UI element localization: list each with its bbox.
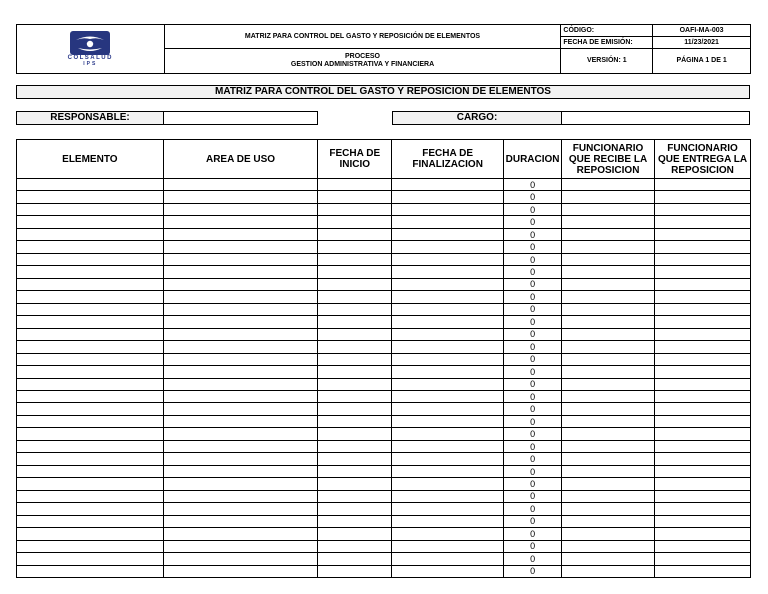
cell-fecha-finalizacion[interactable] bbox=[392, 341, 504, 353]
cell-elemento[interactable] bbox=[17, 266, 164, 278]
cell-funcionario-recibe[interactable] bbox=[562, 316, 655, 328]
cell-funcionario-recibe[interactable] bbox=[562, 478, 655, 490]
cell-elemento[interactable] bbox=[17, 478, 164, 490]
cell-fecha-inicio[interactable] bbox=[318, 553, 392, 565]
cell-funcionario-recibe[interactable] bbox=[562, 428, 655, 440]
cell-elemento[interactable] bbox=[17, 241, 164, 253]
cell-fecha-finalizacion[interactable] bbox=[392, 378, 504, 390]
cell-elemento[interactable] bbox=[17, 378, 164, 390]
cell-fecha-inicio[interactable] bbox=[318, 191, 392, 203]
table-row bbox=[17, 465, 751, 477]
cell-funcionario-entrega[interactable] bbox=[655, 266, 751, 278]
cell-fecha-inicio[interactable] bbox=[318, 390, 392, 402]
cell-area-de-uso[interactable] bbox=[163, 216, 318, 228]
table-row bbox=[17, 203, 751, 215]
cell-area-de-uso[interactable] bbox=[163, 553, 318, 565]
cell-fecha-finalizacion[interactable] bbox=[392, 203, 504, 215]
cell-fecha-finalizacion[interactable] bbox=[392, 328, 504, 340]
cell-elemento[interactable] bbox=[17, 403, 164, 415]
cell-area-de-uso[interactable] bbox=[163, 179, 318, 191]
cell-fecha-inicio[interactable] bbox=[318, 540, 392, 552]
cell-elemento[interactable] bbox=[17, 540, 164, 552]
code-label: CÓDIGO: bbox=[561, 25, 653, 37]
cell-elemento[interactable] bbox=[17, 453, 164, 465]
cell-area-de-uso[interactable] bbox=[163, 378, 318, 390]
cell-funcionario-recibe[interactable] bbox=[562, 528, 655, 540]
cell-funcionario-entrega[interactable] bbox=[655, 465, 751, 477]
cell-funcionario-entrega[interactable] bbox=[655, 216, 751, 228]
cell-fecha-finalizacion[interactable] bbox=[392, 278, 504, 290]
logo-icon bbox=[70, 31, 110, 55]
cell-duracion: 0 bbox=[504, 415, 562, 427]
table-row bbox=[17, 565, 751, 577]
cell-elemento[interactable] bbox=[17, 303, 164, 315]
cell-fecha-finalizacion[interactable] bbox=[392, 353, 504, 365]
cell-funcionario-entrega[interactable] bbox=[655, 278, 751, 290]
cell-elemento[interactable] bbox=[17, 328, 164, 340]
cell-fecha-inicio[interactable] bbox=[318, 415, 392, 427]
cell-duracion: 0 bbox=[504, 328, 562, 340]
cell-funcionario-recibe[interactable] bbox=[562, 328, 655, 340]
cell-fecha-inicio[interactable] bbox=[318, 253, 392, 265]
cell-fecha-finalizacion[interactable] bbox=[392, 440, 504, 452]
cell-funcionario-recibe[interactable] bbox=[562, 341, 655, 353]
cell-fecha-inicio[interactable] bbox=[318, 341, 392, 353]
cell-funcionario-recibe[interactable] bbox=[562, 403, 655, 415]
cell-duracion: 0 bbox=[504, 316, 562, 328]
date-label: FECHA DE EMISIÓN: bbox=[561, 37, 653, 49]
cell-funcionario-entrega[interactable] bbox=[655, 478, 751, 490]
cell-elemento[interactable] bbox=[17, 341, 164, 353]
cell-elemento[interactable] bbox=[17, 390, 164, 402]
cell-elemento[interactable] bbox=[17, 440, 164, 452]
cell-funcionario-entrega[interactable] bbox=[655, 403, 751, 415]
cell-fecha-inicio[interactable] bbox=[318, 179, 392, 191]
cell-fecha-inicio[interactable] bbox=[318, 216, 392, 228]
cell-area-de-uso[interactable] bbox=[163, 303, 318, 315]
table-row bbox=[17, 553, 751, 565]
cell-funcionario-recibe[interactable] bbox=[562, 291, 655, 303]
cell-funcionario-entrega[interactable] bbox=[655, 565, 751, 577]
cell-duracion: 0 bbox=[504, 403, 562, 415]
date-value: 11/23/2021 bbox=[653, 37, 751, 49]
column-header-area-de-uso: AREA DE USO bbox=[163, 140, 318, 179]
document-title: MATRIZ PARA CONTROL DEL GASTO Y REPOSICIÓN DE ELEMENTOS bbox=[164, 25, 561, 49]
cell-funcionario-recibe[interactable] bbox=[562, 490, 655, 502]
cell-area-de-uso[interactable] bbox=[163, 440, 318, 452]
cell-fecha-finalizacion[interactable] bbox=[392, 403, 504, 415]
cell-funcionario-recibe[interactable] bbox=[562, 216, 655, 228]
table-row bbox=[17, 353, 751, 365]
cell-funcionario-entrega[interactable] bbox=[655, 553, 751, 565]
document-header bbox=[16, 24, 751, 74]
cell-funcionario-entrega[interactable] bbox=[655, 203, 751, 215]
cell-elemento[interactable] bbox=[17, 515, 164, 527]
cell-funcionario-entrega[interactable] bbox=[655, 390, 751, 402]
cell-funcionario-entrega[interactable] bbox=[655, 191, 751, 203]
cell-funcionario-entrega[interactable] bbox=[655, 328, 751, 340]
process-cell bbox=[164, 49, 561, 74]
cell-funcionario-recibe[interactable] bbox=[562, 465, 655, 477]
table-row bbox=[17, 216, 751, 228]
cell-fecha-finalizacion[interactable] bbox=[392, 515, 504, 527]
table-row bbox=[17, 490, 751, 502]
cell-area-de-uso[interactable] bbox=[163, 253, 318, 265]
cell-elemento[interactable] bbox=[17, 216, 164, 228]
table-row bbox=[17, 278, 751, 290]
table-row bbox=[17, 253, 751, 265]
cell-fecha-finalizacion[interactable] bbox=[392, 191, 504, 203]
cell-duracion: 0 bbox=[504, 216, 562, 228]
cell-funcionario-recibe[interactable] bbox=[562, 503, 655, 515]
cell-area-de-uso[interactable] bbox=[163, 503, 318, 515]
cell-area-de-uso[interactable] bbox=[163, 415, 318, 427]
cell-area-de-uso[interactable] bbox=[163, 490, 318, 502]
cell-duracion: 0 bbox=[504, 490, 562, 502]
table-row bbox=[17, 241, 751, 253]
table-row bbox=[17, 266, 751, 278]
cell-funcionario-recibe[interactable] bbox=[562, 415, 655, 427]
cell-elemento[interactable] bbox=[17, 316, 164, 328]
cell-funcionario-recibe[interactable] bbox=[562, 553, 655, 565]
table-row bbox=[17, 191, 751, 203]
cell-area-de-uso[interactable] bbox=[163, 341, 318, 353]
cell-area-de-uso[interactable] bbox=[163, 515, 318, 527]
cell-area-de-uso[interactable] bbox=[163, 291, 318, 303]
cell-fecha-inicio[interactable] bbox=[318, 316, 392, 328]
cell-area-de-uso[interactable] bbox=[163, 565, 318, 577]
cell-duracion: 0 bbox=[504, 341, 562, 353]
cell-funcionario-recibe[interactable] bbox=[562, 253, 655, 265]
cell-funcionario-entrega[interactable] bbox=[655, 228, 751, 240]
cell-funcionario-recibe[interactable] bbox=[562, 366, 655, 378]
cell-fecha-inicio[interactable] bbox=[318, 403, 392, 415]
cell-funcionario-entrega[interactable] bbox=[655, 366, 751, 378]
cell-fecha-inicio[interactable] bbox=[318, 478, 392, 490]
cell-duracion: 0 bbox=[504, 465, 562, 477]
table-row bbox=[17, 478, 751, 490]
cell-funcionario-entrega[interactable] bbox=[655, 303, 751, 315]
cell-funcionario-recibe[interactable] bbox=[562, 453, 655, 465]
cell-funcionario-recibe[interactable] bbox=[562, 515, 655, 527]
responsable-label: RESPONSABLE: bbox=[16, 111, 164, 125]
cell-area-de-uso[interactable] bbox=[163, 366, 318, 378]
cell-duracion: 0 bbox=[504, 253, 562, 265]
column-header-funcionario-entrega: FUNCIONARIO QUE ENTREGA LA REPOSICION bbox=[655, 140, 751, 179]
cell-funcionario-recibe[interactable] bbox=[562, 203, 655, 215]
cell-area-de-uso[interactable] bbox=[163, 241, 318, 253]
cell-area-de-uso[interactable] bbox=[163, 540, 318, 552]
column-header-fecha-finalizacion: FECHA DE FINALIZACION bbox=[392, 140, 504, 179]
cell-fecha-inicio[interactable] bbox=[318, 453, 392, 465]
cell-funcionario-entrega[interactable] bbox=[655, 253, 751, 265]
logo-name: COLSALUD bbox=[67, 55, 113, 61]
cell-fecha-finalizacion[interactable] bbox=[392, 540, 504, 552]
cell-area-de-uso[interactable] bbox=[163, 228, 318, 240]
logo-subtitle: IPS bbox=[83, 61, 98, 67]
cell-fecha-inicio[interactable] bbox=[318, 228, 392, 240]
cell-elemento[interactable] bbox=[17, 428, 164, 440]
cell-duracion: 0 bbox=[504, 241, 562, 253]
cell-fecha-finalizacion[interactable] bbox=[392, 503, 504, 515]
cell-duracion: 0 bbox=[504, 366, 562, 378]
cell-elemento[interactable] bbox=[17, 253, 164, 265]
cell-funcionario-recibe[interactable] bbox=[562, 353, 655, 365]
cell-duracion: 0 bbox=[504, 503, 562, 515]
cell-fecha-finalizacion[interactable] bbox=[392, 216, 504, 228]
cell-funcionario-entrega[interactable] bbox=[655, 428, 751, 440]
cell-duracion: 0 bbox=[504, 378, 562, 390]
cell-duracion: 0 bbox=[504, 515, 562, 527]
cell-fecha-finalizacion[interactable] bbox=[392, 453, 504, 465]
table-row bbox=[17, 341, 751, 353]
cell-fecha-finalizacion[interactable] bbox=[392, 179, 504, 191]
cell-funcionario-entrega[interactable] bbox=[655, 440, 751, 452]
cell-elemento[interactable] bbox=[17, 366, 164, 378]
process-label: PROCESO bbox=[345, 53, 381, 60]
cell-funcionario-entrega[interactable] bbox=[655, 316, 751, 328]
page-cell: PÁGINA 1 DE 1 bbox=[653, 49, 751, 74]
cell-funcionario-entrega[interactable] bbox=[655, 503, 751, 515]
cell-duracion: 0 bbox=[504, 453, 562, 465]
cell-funcionario-recibe[interactable] bbox=[562, 540, 655, 552]
company-logo bbox=[17, 31, 164, 67]
cell-fecha-finalizacion[interactable] bbox=[392, 316, 504, 328]
cell-funcionario-recibe[interactable] bbox=[562, 278, 655, 290]
cell-fecha-finalizacion[interactable] bbox=[392, 228, 504, 240]
cell-fecha-finalizacion[interactable] bbox=[392, 490, 504, 502]
cell-duracion: 0 bbox=[504, 390, 562, 402]
cell-area-de-uso[interactable] bbox=[163, 278, 318, 290]
cell-area-de-uso[interactable] bbox=[163, 266, 318, 278]
cell-area-de-uso[interactable] bbox=[163, 328, 318, 340]
cell-elemento[interactable] bbox=[17, 465, 164, 477]
cell-duracion: 0 bbox=[504, 553, 562, 565]
cell-funcionario-entrega[interactable] bbox=[655, 528, 751, 540]
cell-fecha-inicio[interactable] bbox=[318, 428, 392, 440]
table-row bbox=[17, 390, 751, 402]
table-row bbox=[17, 378, 751, 390]
cell-funcionario-recibe[interactable] bbox=[562, 191, 655, 203]
cell-duracion: 0 bbox=[504, 203, 562, 215]
column-header-duracion: DURACION bbox=[504, 140, 562, 179]
cell-area-de-uso[interactable] bbox=[163, 478, 318, 490]
cell-fecha-inicio[interactable] bbox=[318, 278, 392, 290]
cell-fecha-finalizacion[interactable] bbox=[392, 478, 504, 490]
cell-fecha-inicio[interactable] bbox=[318, 465, 392, 477]
cell-fecha-inicio[interactable] bbox=[318, 266, 392, 278]
cell-funcionario-recibe[interactable] bbox=[562, 228, 655, 240]
cell-duracion: 0 bbox=[504, 528, 562, 540]
cell-duracion: 0 bbox=[504, 266, 562, 278]
expense-table bbox=[16, 139, 751, 578]
table-row bbox=[17, 316, 751, 328]
cell-funcionario-entrega[interactable] bbox=[655, 415, 751, 427]
cell-elemento[interactable] bbox=[17, 291, 164, 303]
cell-duracion: 0 bbox=[504, 353, 562, 365]
cell-funcionario-entrega[interactable] bbox=[655, 490, 751, 502]
form-title: MATRIZ PARA CONTROL DEL GASTO Y REPOSICION DE ELEMENTOS bbox=[16, 85, 750, 99]
table-row bbox=[17, 291, 751, 303]
cell-funcionario-entrega[interactable] bbox=[655, 540, 751, 552]
cell-elemento[interactable] bbox=[17, 490, 164, 502]
cell-fecha-inicio[interactable] bbox=[318, 440, 392, 452]
cell-fecha-finalizacion[interactable] bbox=[392, 303, 504, 315]
cell-fecha-inicio[interactable] bbox=[318, 291, 392, 303]
cell-duracion: 0 bbox=[504, 540, 562, 552]
table-row bbox=[17, 503, 751, 515]
cell-duracion: 0 bbox=[504, 179, 562, 191]
cell-duracion: 0 bbox=[504, 228, 562, 240]
cell-elemento[interactable] bbox=[17, 179, 164, 191]
cell-fecha-inicio[interactable] bbox=[318, 528, 392, 540]
cell-funcionario-recibe[interactable] bbox=[562, 390, 655, 402]
cell-duracion: 0 bbox=[504, 478, 562, 490]
cell-fecha-finalizacion[interactable] bbox=[392, 565, 504, 577]
process-name: GESTION ADMINISTRATIVA Y FINANCIERA bbox=[290, 61, 435, 68]
cell-elemento[interactable] bbox=[17, 278, 164, 290]
table-row bbox=[17, 366, 751, 378]
cell-fecha-finalizacion[interactable] bbox=[392, 428, 504, 440]
table-row bbox=[17, 403, 751, 415]
cell-fecha-inicio[interactable] bbox=[318, 503, 392, 515]
cell-elemento[interactable] bbox=[17, 191, 164, 203]
cell-fecha-inicio[interactable] bbox=[318, 565, 392, 577]
cell-funcionario-recibe[interactable] bbox=[562, 241, 655, 253]
cell-fecha-inicio[interactable] bbox=[318, 366, 392, 378]
table-row bbox=[17, 540, 751, 552]
cell-fecha-inicio[interactable] bbox=[318, 203, 392, 215]
column-header-fecha-inicio: FECHA DE INICIO bbox=[318, 140, 392, 179]
table-row bbox=[17, 415, 751, 427]
table-row bbox=[17, 453, 751, 465]
cell-fecha-inicio[interactable] bbox=[318, 303, 392, 315]
responsable-field[interactable] bbox=[163, 111, 318, 125]
cell-funcionario-entrega[interactable] bbox=[655, 453, 751, 465]
cell-elemento[interactable] bbox=[17, 228, 164, 240]
version-cell: VERSIÓN: 1 bbox=[561, 49, 653, 74]
cell-fecha-finalizacion[interactable] bbox=[392, 241, 504, 253]
cell-fecha-finalizacion[interactable] bbox=[392, 465, 504, 477]
column-header-funcionario-recibe: FUNCIONARIO QUE RECIBE LA REPOSICION bbox=[562, 140, 655, 179]
cell-fecha-inicio[interactable] bbox=[318, 241, 392, 253]
table-row bbox=[17, 515, 751, 527]
cell-area-de-uso[interactable] bbox=[163, 353, 318, 365]
cell-fecha-finalizacion[interactable] bbox=[392, 366, 504, 378]
cell-funcionario-entrega[interactable] bbox=[655, 341, 751, 353]
cell-area-de-uso[interactable] bbox=[163, 403, 318, 415]
cell-elemento[interactable] bbox=[17, 353, 164, 365]
cell-funcionario-recibe[interactable] bbox=[562, 303, 655, 315]
cell-funcionario-entrega[interactable] bbox=[655, 515, 751, 527]
cell-funcionario-entrega[interactable] bbox=[655, 179, 751, 191]
cell-elemento[interactable] bbox=[17, 503, 164, 515]
cell-funcionario-entrega[interactable] bbox=[655, 241, 751, 253]
column-header-elemento: ELEMENTO bbox=[17, 140, 164, 179]
cell-duracion: 0 bbox=[504, 278, 562, 290]
cell-elemento[interactable] bbox=[17, 553, 164, 565]
cell-duracion: 0 bbox=[504, 191, 562, 203]
cell-duracion: 0 bbox=[504, 428, 562, 440]
cell-funcionario-entrega[interactable] bbox=[655, 291, 751, 303]
cell-area-de-uso[interactable] bbox=[163, 453, 318, 465]
cell-duracion: 0 bbox=[504, 291, 562, 303]
cell-fecha-inicio[interactable] bbox=[318, 353, 392, 365]
table-row bbox=[17, 228, 751, 240]
cell-duracion: 0 bbox=[504, 303, 562, 315]
cell-fecha-inicio[interactable] bbox=[318, 378, 392, 390]
cell-fecha-finalizacion[interactable] bbox=[392, 553, 504, 565]
cell-funcionario-recibe[interactable] bbox=[562, 179, 655, 191]
cell-fecha-finalizacion[interactable] bbox=[392, 390, 504, 402]
cell-funcionario-recibe[interactable] bbox=[562, 266, 655, 278]
cell-fecha-inicio[interactable] bbox=[318, 515, 392, 527]
cell-fecha-inicio[interactable] bbox=[318, 328, 392, 340]
table-row bbox=[17, 440, 751, 452]
cell-funcionario-recibe[interactable] bbox=[562, 565, 655, 577]
logo-cell bbox=[17, 25, 165, 74]
cell-area-de-uso[interactable] bbox=[163, 203, 318, 215]
cell-funcionario-entrega[interactable] bbox=[655, 378, 751, 390]
table-row bbox=[17, 528, 751, 540]
table-body bbox=[17, 179, 751, 578]
cell-area-de-uso[interactable] bbox=[163, 428, 318, 440]
table-row bbox=[17, 328, 751, 340]
cell-fecha-inicio[interactable] bbox=[318, 490, 392, 502]
code-value: OAFI-MA-003 bbox=[653, 25, 751, 37]
cargo-field[interactable] bbox=[561, 111, 750, 125]
cell-area-de-uso[interactable] bbox=[163, 465, 318, 477]
cell-duracion: 0 bbox=[504, 565, 562, 577]
cell-elemento[interactable] bbox=[17, 565, 164, 577]
cell-elemento[interactable] bbox=[17, 203, 164, 215]
table-row bbox=[17, 179, 751, 191]
cell-area-de-uso[interactable] bbox=[163, 528, 318, 540]
cell-area-de-uso[interactable] bbox=[163, 316, 318, 328]
cell-elemento[interactable] bbox=[17, 415, 164, 427]
cell-funcionario-recibe[interactable] bbox=[562, 440, 655, 452]
cargo-label: CARGO: bbox=[392, 111, 562, 125]
cell-fecha-finalizacion[interactable] bbox=[392, 291, 504, 303]
cell-fecha-finalizacion[interactable] bbox=[392, 528, 504, 540]
table-row bbox=[17, 303, 751, 315]
cell-fecha-finalizacion[interactable] bbox=[392, 415, 504, 427]
cell-area-de-uso[interactable] bbox=[163, 390, 318, 402]
cell-elemento[interactable] bbox=[17, 528, 164, 540]
cell-funcionario-entrega[interactable] bbox=[655, 353, 751, 365]
cell-duracion: 0 bbox=[504, 440, 562, 452]
cell-fecha-finalizacion[interactable] bbox=[392, 253, 504, 265]
cell-fecha-finalizacion[interactable] bbox=[392, 266, 504, 278]
cell-area-de-uso[interactable] bbox=[163, 191, 318, 203]
table-row bbox=[17, 428, 751, 440]
cell-funcionario-recibe[interactable] bbox=[562, 378, 655, 390]
